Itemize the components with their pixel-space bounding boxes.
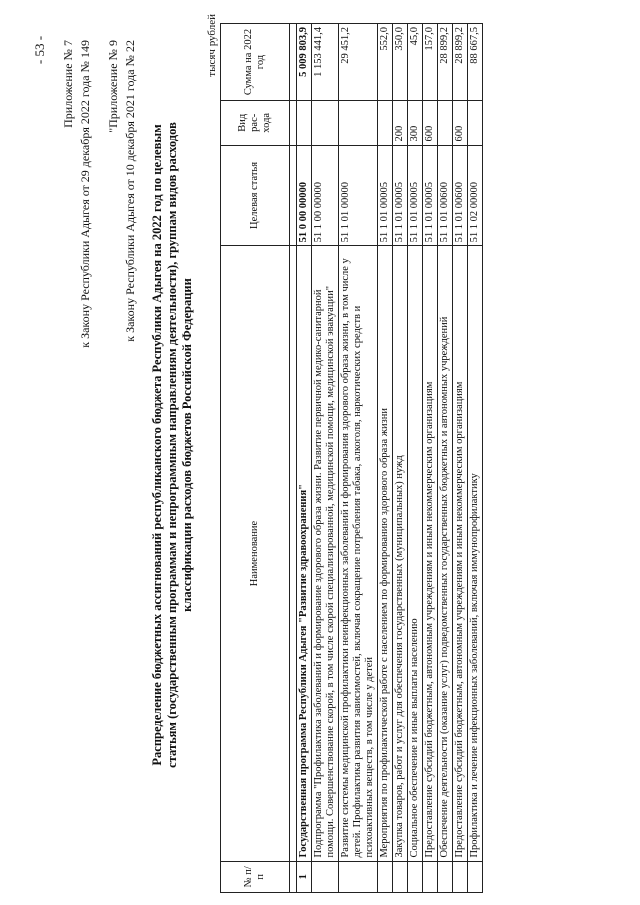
header-type: Вид рас-хода — [221, 101, 290, 145]
header-sum: Сумма на 2022 год — [221, 24, 290, 101]
cell-name: Профилактика и лечение инфекционных заболеваний, включая иммунопрофилактику — [468, 246, 483, 861]
cell-num — [408, 861, 423, 892]
units-label: тысяч рублей — [206, 14, 218, 77]
header-code: Целевая статья — [221, 145, 290, 246]
cell-num — [378, 861, 393, 892]
cell-type — [378, 101, 393, 145]
cell-name: Обеспечение деятельности (оказание услуг) подведомственных государственных бюджетных и автономных учреждений — [438, 246, 453, 861]
cell-num — [423, 861, 438, 892]
cell-sum: 28 899,2 — [453, 24, 468, 101]
header-num: № п/п — [221, 861, 290, 892]
cell-code: 51 1 01 00600 — [438, 145, 453, 246]
cell-code: 51 1 00 00000 — [312, 145, 339, 246]
cell-code: 51 1 01 00005 — [408, 145, 423, 246]
table-header-row — [221, 24, 290, 893]
cell-type: 300 — [408, 101, 423, 145]
cell-code: 51 1 02 00000 — [468, 145, 483, 246]
cell-code: 51 1 01 00600 — [453, 145, 468, 246]
cell-sum: 1 153 441,4 — [312, 24, 339, 101]
cell-type — [297, 101, 312, 145]
cell-sum: 5 009 803,9 — [297, 24, 312, 101]
header-name: Наименование — [221, 246, 290, 861]
table-row — [297, 24, 312, 893]
table-spacer-row — [290, 24, 297, 893]
table-row — [378, 24, 393, 893]
budget-table — [220, 23, 483, 893]
cell-name: Государственная программа Республики Адыгея "Развитие здравоохранения" — [297, 246, 312, 861]
page-number: - 53 - — [32, 35, 47, 65]
cell-name: Подпрограмма "Профилактика заболеваний и формирование здорового образа жизни. Развитие первичной медико-санитарной помощи. Совершенствование скорой, в том числе скорой специализированной, медицинской помощи, медицинской эвакуации" — [312, 246, 339, 861]
cell-code: 51 1 01 00005 — [393, 145, 408, 246]
cell-sum: 29 451,2 — [339, 24, 378, 101]
table-row — [339, 24, 378, 893]
table-body — [290, 24, 483, 893]
cell-name: Закупка товаров, работ и услуг для обеспечения государственных (муниципальных) нужд — [393, 246, 408, 861]
cell-sum: 350,0 — [393, 24, 408, 101]
cell-num — [453, 861, 468, 892]
table-row — [408, 24, 423, 893]
cell-num — [339, 861, 378, 892]
cell-sum: 45,0 — [408, 24, 423, 101]
cell-code: 51 1 01 00005 — [423, 145, 438, 246]
cell-sum: 28 899,2 — [438, 24, 453, 101]
table-row — [438, 24, 453, 893]
table-row — [312, 24, 339, 893]
cell-name: Социальное обеспечение и иные выплаты населению — [408, 246, 423, 861]
cell-type — [438, 101, 453, 145]
table-row — [423, 24, 438, 893]
cell-num — [468, 861, 483, 892]
cell-type: 600 — [453, 101, 468, 145]
appendix-line-1: Приложение № 7 — [61, 40, 75, 128]
cell-num — [393, 861, 408, 892]
cell-num: 1 — [297, 861, 312, 892]
cell-type — [339, 101, 378, 145]
cell-sum: 157,0 — [423, 24, 438, 101]
cell-type: 600 — [423, 101, 438, 145]
cell-code: 51 1 01 00005 — [378, 145, 393, 246]
cell-code: 51 0 00 00000 — [297, 145, 312, 246]
appendix-line-3: "Приложение № 9 — [106, 40, 120, 133]
cell-name: Предоставление субсидий бюджетным, автономным учреждениям и иным некоммерческим организациям — [453, 246, 468, 861]
cell-type: 200 — [393, 101, 408, 145]
cell-code: 51 1 01 00000 — [339, 145, 378, 246]
appendix-line-4: к Закону Республики Адыгея от 10 декабря 2021 года № 22 — [123, 40, 137, 342]
document-title: Распределение бюджетных ассигнований республиканского бюджета Республики Адыгея на 2022 год по целевым статьям (государственным программам и непрограммным направлениям деятельности), группам видов расходов классификации расходов бюджетов Российской Федерации — [150, 122, 194, 768]
cell-num — [312, 861, 339, 892]
cell-type — [312, 101, 339, 145]
cell-num — [438, 861, 453, 892]
cell-sum: 552,0 — [378, 24, 393, 101]
cell-name: Предоставление субсидий бюджетным, автономным учреждениям и иным некоммерческим организациям — [423, 246, 438, 861]
cell-name: Мероприятия по профилактической работе с населением по формированию здорового образа жизни — [378, 246, 393, 861]
table-row — [453, 24, 468, 893]
cell-name: Развитие системы медицинской профилактики неинфекционных заболеваний и формирования здорового образа жизни, в том числе у детей. Профилактика развития зависимостей, включая сокращение потребления табака, алкоголя, наркотических средств и психоактивных веществ, в том числе у детей — [339, 246, 378, 861]
appendix-line-2: к Закону Республики Адыгея от 29 декабря 2022 года № 149 — [78, 40, 92, 348]
table-row — [393, 24, 408, 893]
cell-sum: 88 667,5 — [468, 24, 483, 101]
cell-type — [468, 101, 483, 145]
table-row — [468, 24, 483, 893]
